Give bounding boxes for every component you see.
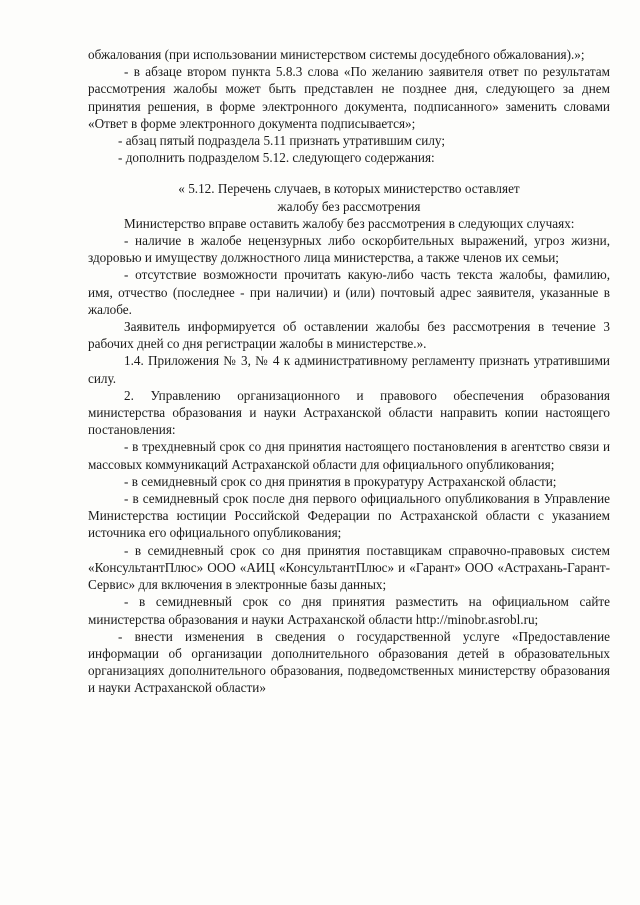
- paragraph-state-service: - внести изменения в сведения о государственной услуге «Предоставление информации об организации дополнительного образования детей в образовательных организациях дополнительного образования, подведомственных министерству образования и науки Астраханской области»: [88, 628, 610, 696]
- paragraph-case-obscene: - наличие в жалобе нецензурных либо оскорбительных выражений, угроз жизни, здоровью и имуществу должностного лица министерства, а также членов их семьи;: [88, 233, 610, 266]
- paragraph-amendment-5-8-3: - в абзаце втором пункта 5.8.3 слова «По желанию заявителя ответ по результатам рассмотрения жалобы может быть представлен не позднее дня, следующего за днем принятия решения, в форме электронного документа, подписанного» заменить словами «Ответ в форме электронного документа подписывается»;: [88, 64, 610, 131]
- paragraph-notification: Заявитель информируется об оставлении жалобы без рассмотрения в течение 3 рабочих дней со дня регистрации жалобы в министерстве.».: [88, 319, 610, 352]
- paragraph-continuation: обжалования (при использовании министерством системы досудебного обжалования).»;: [88, 47, 585, 62]
- paragraph-right-to-leave: Министерство вправе оставить жалобу без рассмотрения в следующих случаях:: [124, 215, 575, 231]
- section-title: [88, 180, 610, 214]
- paragraph-1-4: 1.4. Приложения № 3, № 4 к административному регламенту признать утратившими силу.: [88, 353, 610, 386]
- paragraph-amendment-5-11: - абзац пятый подраздела 5.11 признать утратившим силу;: [118, 133, 446, 149]
- paragraph-case-unreadable: - отсутствие возможности прочитать какую-либо часть текста жалобы, фамилию, имя, отчество (последнее - при наличии) и (или) почтовый адрес заявителя, указанные в жалобе.: [88, 267, 610, 317]
- paragraph-justice: - в семидневный срок после дня первого официального опубликования в Управление Министерства юстиции Российской Федерации по Астраханской области с указанием источника его официального опубликования;: [88, 491, 610, 541]
- paragraph-add-5-12: - дополнить подразделом 5.12. следующего содержания:: [118, 150, 435, 166]
- paragraph-agency: - в трехдневный срок со дня принятия настоящего постановления в агентство связи и массовых коммуникаций Астраханской области для официального опубликования;: [88, 439, 610, 472]
- paragraph-legal-systems: - в семидневный срок со дня принятия поставщикам справочно-правовых систем «КонсультантПлюс» ООО «АИЦ «КонсультантПлюс» и «Гарант» ООО «Астрахань-Гарант-Сервис» для включения в электронные базы данных;: [88, 542, 610, 593]
- paragraph-website: - в семидневный срок со дня принятия разместить на официальном сайте министерства образования и науки Астраханской области http://minobr.asrobl.ru;: [88, 594, 610, 627]
- paragraph-prosecutor: - в семидневный срок со дня принятия в прокуратуру Астраханской области;: [124, 473, 557, 489]
- paragraph-2: 2. Управлению организационного и правового обеспечения образования министерства образования и науки Астраханской области направить копии настоящего постановления:: [88, 387, 610, 438]
- section-title-line1: « 5.12. Перечень случаев, в которых министерство оставляет: [178, 181, 520, 197]
- section-title-line2: жалобу без рассмотрения: [277, 198, 421, 214]
